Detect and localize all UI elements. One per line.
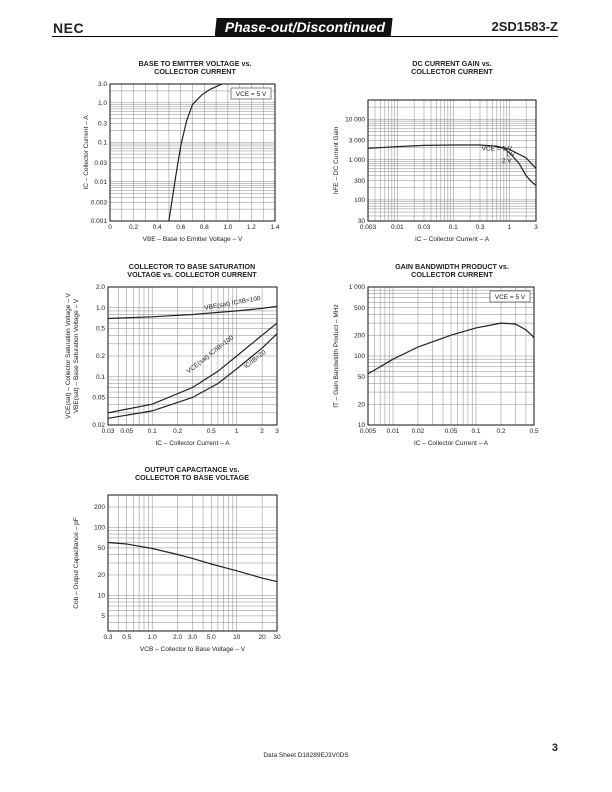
x-tick-label: 0.1: [471, 428, 481, 435]
annotation-label: 2 V: [501, 157, 512, 165]
y-axis-label: hFE – DC Current Gain: [333, 126, 340, 195]
y-axis-label: fT – Gain Bandwidth Product – MHz: [333, 304, 340, 408]
x-axis-label: IC – Collector Current – A: [413, 440, 489, 447]
y-tick-label: 3 000: [348, 137, 365, 145]
x-tick-label: 0.2: [173, 428, 183, 435]
annotation-label: VCE(sat) IC/IB=100: [185, 334, 236, 376]
y-axis-label: VCE(sat) – Collector Saturation Voltage – V: [65, 293, 72, 419]
y-tick-label: 0.03: [94, 160, 107, 168]
chart-title: COLLECTOR TO BASE VOLTAGE: [134, 473, 250, 482]
annotation-label: VCE = 5 V: [494, 294, 526, 301]
chart-title: DC CURRENT GAIN vs.: [412, 59, 492, 68]
y-tick-label: 0.01: [94, 178, 107, 186]
y-tick-label: 0.1: [95, 373, 105, 381]
x-tick-label: 20: [258, 634, 266, 641]
x-tick-label: 0.1: [147, 428, 157, 435]
x-tick-label: 0.003: [359, 224, 377, 231]
chart-title: COLLECTOR CURRENT: [154, 67, 236, 76]
y-tick-label: 5: [101, 613, 105, 621]
y-tick-label: 10 000: [345, 116, 365, 124]
y-tick-label: 50: [357, 373, 365, 381]
x-tick-label: 0.05: [444, 428, 458, 435]
chart-title: COLLECTOR TO BASE SATURATION: [128, 262, 256, 271]
y-axis-label: VBE(sat) – Base Saturation Voltage – V: [73, 298, 80, 414]
stamp-text: Phase-out/Discontinued: [224, 19, 386, 35]
y-tick-label: 0.003: [90, 199, 107, 207]
x-tick-label: 1.0: [147, 634, 157, 641]
chart-title: GAIN BANDWIDTH PRODUCT vs.: [395, 262, 509, 271]
y-tick-label: 1 000: [348, 156, 365, 164]
y-tick-label: 0.1: [97, 139, 107, 147]
chart-c5: [73, 465, 281, 653]
x-tick-label: 0.5: [529, 428, 539, 435]
x-tick-label: 0.6: [176, 224, 186, 231]
x-axis-label: VBE – Base to Emitter Voltage – V: [142, 236, 243, 243]
y-tick-label: 10: [97, 592, 105, 600]
x-tick-label: 0.5: [206, 428, 216, 435]
x-tick-label: 0.1: [448, 224, 458, 231]
annotation-label: VCE = 5 V: [481, 145, 513, 153]
y-tick-label: 20: [357, 401, 365, 409]
x-tick-label: 1.0: [223, 224, 233, 231]
x-tick-label: 2: [260, 428, 264, 435]
chart-c1: [83, 59, 280, 243]
x-tick-label: 0.01: [386, 428, 400, 435]
x-tick-label: 0.4: [152, 224, 162, 231]
x-tick-label: 0.5: [122, 634, 132, 641]
y-tick-label: 0.001: [90, 218, 107, 226]
y-axis-label: IC – Collector Current – A: [83, 115, 90, 190]
y-tick-label: 100: [354, 197, 365, 205]
chart-title: OUTPUT CAPACITANCE vs.: [144, 465, 240, 474]
annotation-label: 1 V: [505, 152, 515, 159]
y-tick-label: 200: [354, 332, 365, 340]
y-tick-label: 1 000: [348, 284, 365, 292]
x-tick-label: 2.0: [173, 634, 183, 641]
y-tick-label: 20: [97, 572, 105, 580]
x-tick-label: 3: [534, 224, 538, 231]
y-tick-label: 10: [357, 422, 365, 430]
y-tick-label: 0.3: [97, 120, 107, 128]
x-tick-label: 1.2: [246, 224, 256, 231]
chart-title: VOLTAGE vs. COLLECTOR CURRENT: [127, 270, 257, 279]
annotation-label: VCE = 5 V: [235, 91, 267, 98]
y-tick-label: 100: [354, 353, 365, 361]
x-tick-label: 0: [108, 224, 112, 231]
x-tick-label: 0.02: [411, 428, 425, 435]
y-tick-label: 0.2: [95, 353, 105, 361]
chart-title: COLLECTOR CURRENT: [411, 270, 493, 279]
y-tick-label: 50: [97, 545, 105, 553]
x-tick-label: 0.01: [390, 224, 404, 231]
x-axis-label: IC – Collector Current – A: [155, 440, 230, 447]
chart-title: BASE TO EMITTER VOLTAGE vs.: [138, 59, 252, 68]
part-number: 2SD1583-Z: [491, 19, 558, 34]
x-tick-label: 5.0: [206, 634, 216, 641]
x-tick-label: 0.05: [120, 428, 134, 435]
y-tick-label: 0.05: [92, 394, 105, 402]
x-axis-label: IC – Collector Current – A: [414, 236, 490, 243]
chart-c4: [333, 262, 539, 447]
nec-logo: NEC: [53, 20, 85, 36]
doc-id: Data Sheet D18289EJ3V0DS: [263, 752, 349, 759]
y-tick-label: 100: [94, 524, 105, 532]
x-tick-label: 0.3: [103, 634, 113, 641]
x-tick-label: 0.005: [359, 428, 377, 435]
x-tick-label: 30: [273, 634, 281, 641]
y-tick-label: 2.0: [95, 284, 105, 292]
x-tick-label: 10: [233, 634, 241, 641]
y-tick-label: 500: [354, 304, 365, 312]
x-axis-label: VCB – Collector to Base Voltage – V: [139, 646, 246, 653]
x-tick-label: 0.8: [199, 224, 209, 231]
x-tick-label: 1.4: [270, 224, 280, 231]
y-tick-label: 1.0: [97, 99, 107, 107]
x-tick-label: 1: [507, 224, 512, 231]
chart-c3: [65, 262, 279, 447]
x-tick-label: 1: [234, 428, 239, 435]
x-tick-label: 3.0: [187, 634, 198, 641]
x-tick-label: 0.03: [101, 428, 115, 435]
y-tick-label: 300: [354, 177, 365, 185]
x-tick-label: 0.2: [496, 428, 506, 435]
y-tick-label: 0.02: [92, 422, 105, 430]
y-tick-label: 1.0: [95, 304, 105, 312]
x-tick-label: 0.3: [475, 224, 485, 231]
x-tick-label: 3: [275, 428, 279, 435]
y-axis-label: Cob – Output Capacitance – pF: [73, 517, 80, 609]
chart-title: COLLECTOR CURRENT: [411, 67, 493, 76]
x-tick-label: 0.03: [417, 224, 431, 231]
y-tick-label: 0.5: [95, 325, 105, 333]
annotation-label: IC/IB=20: [243, 349, 268, 371]
page-number: 3: [551, 742, 558, 754]
y-tick-label: 3.0: [97, 81, 107, 89]
chart-c2: [333, 59, 538, 243]
y-tick-label: 30: [357, 218, 365, 226]
x-tick-label: 0.2: [129, 224, 139, 231]
y-tick-label: 200: [94, 504, 105, 512]
annotation-label: VBE(sat) IC/IB=100: [203, 295, 262, 312]
